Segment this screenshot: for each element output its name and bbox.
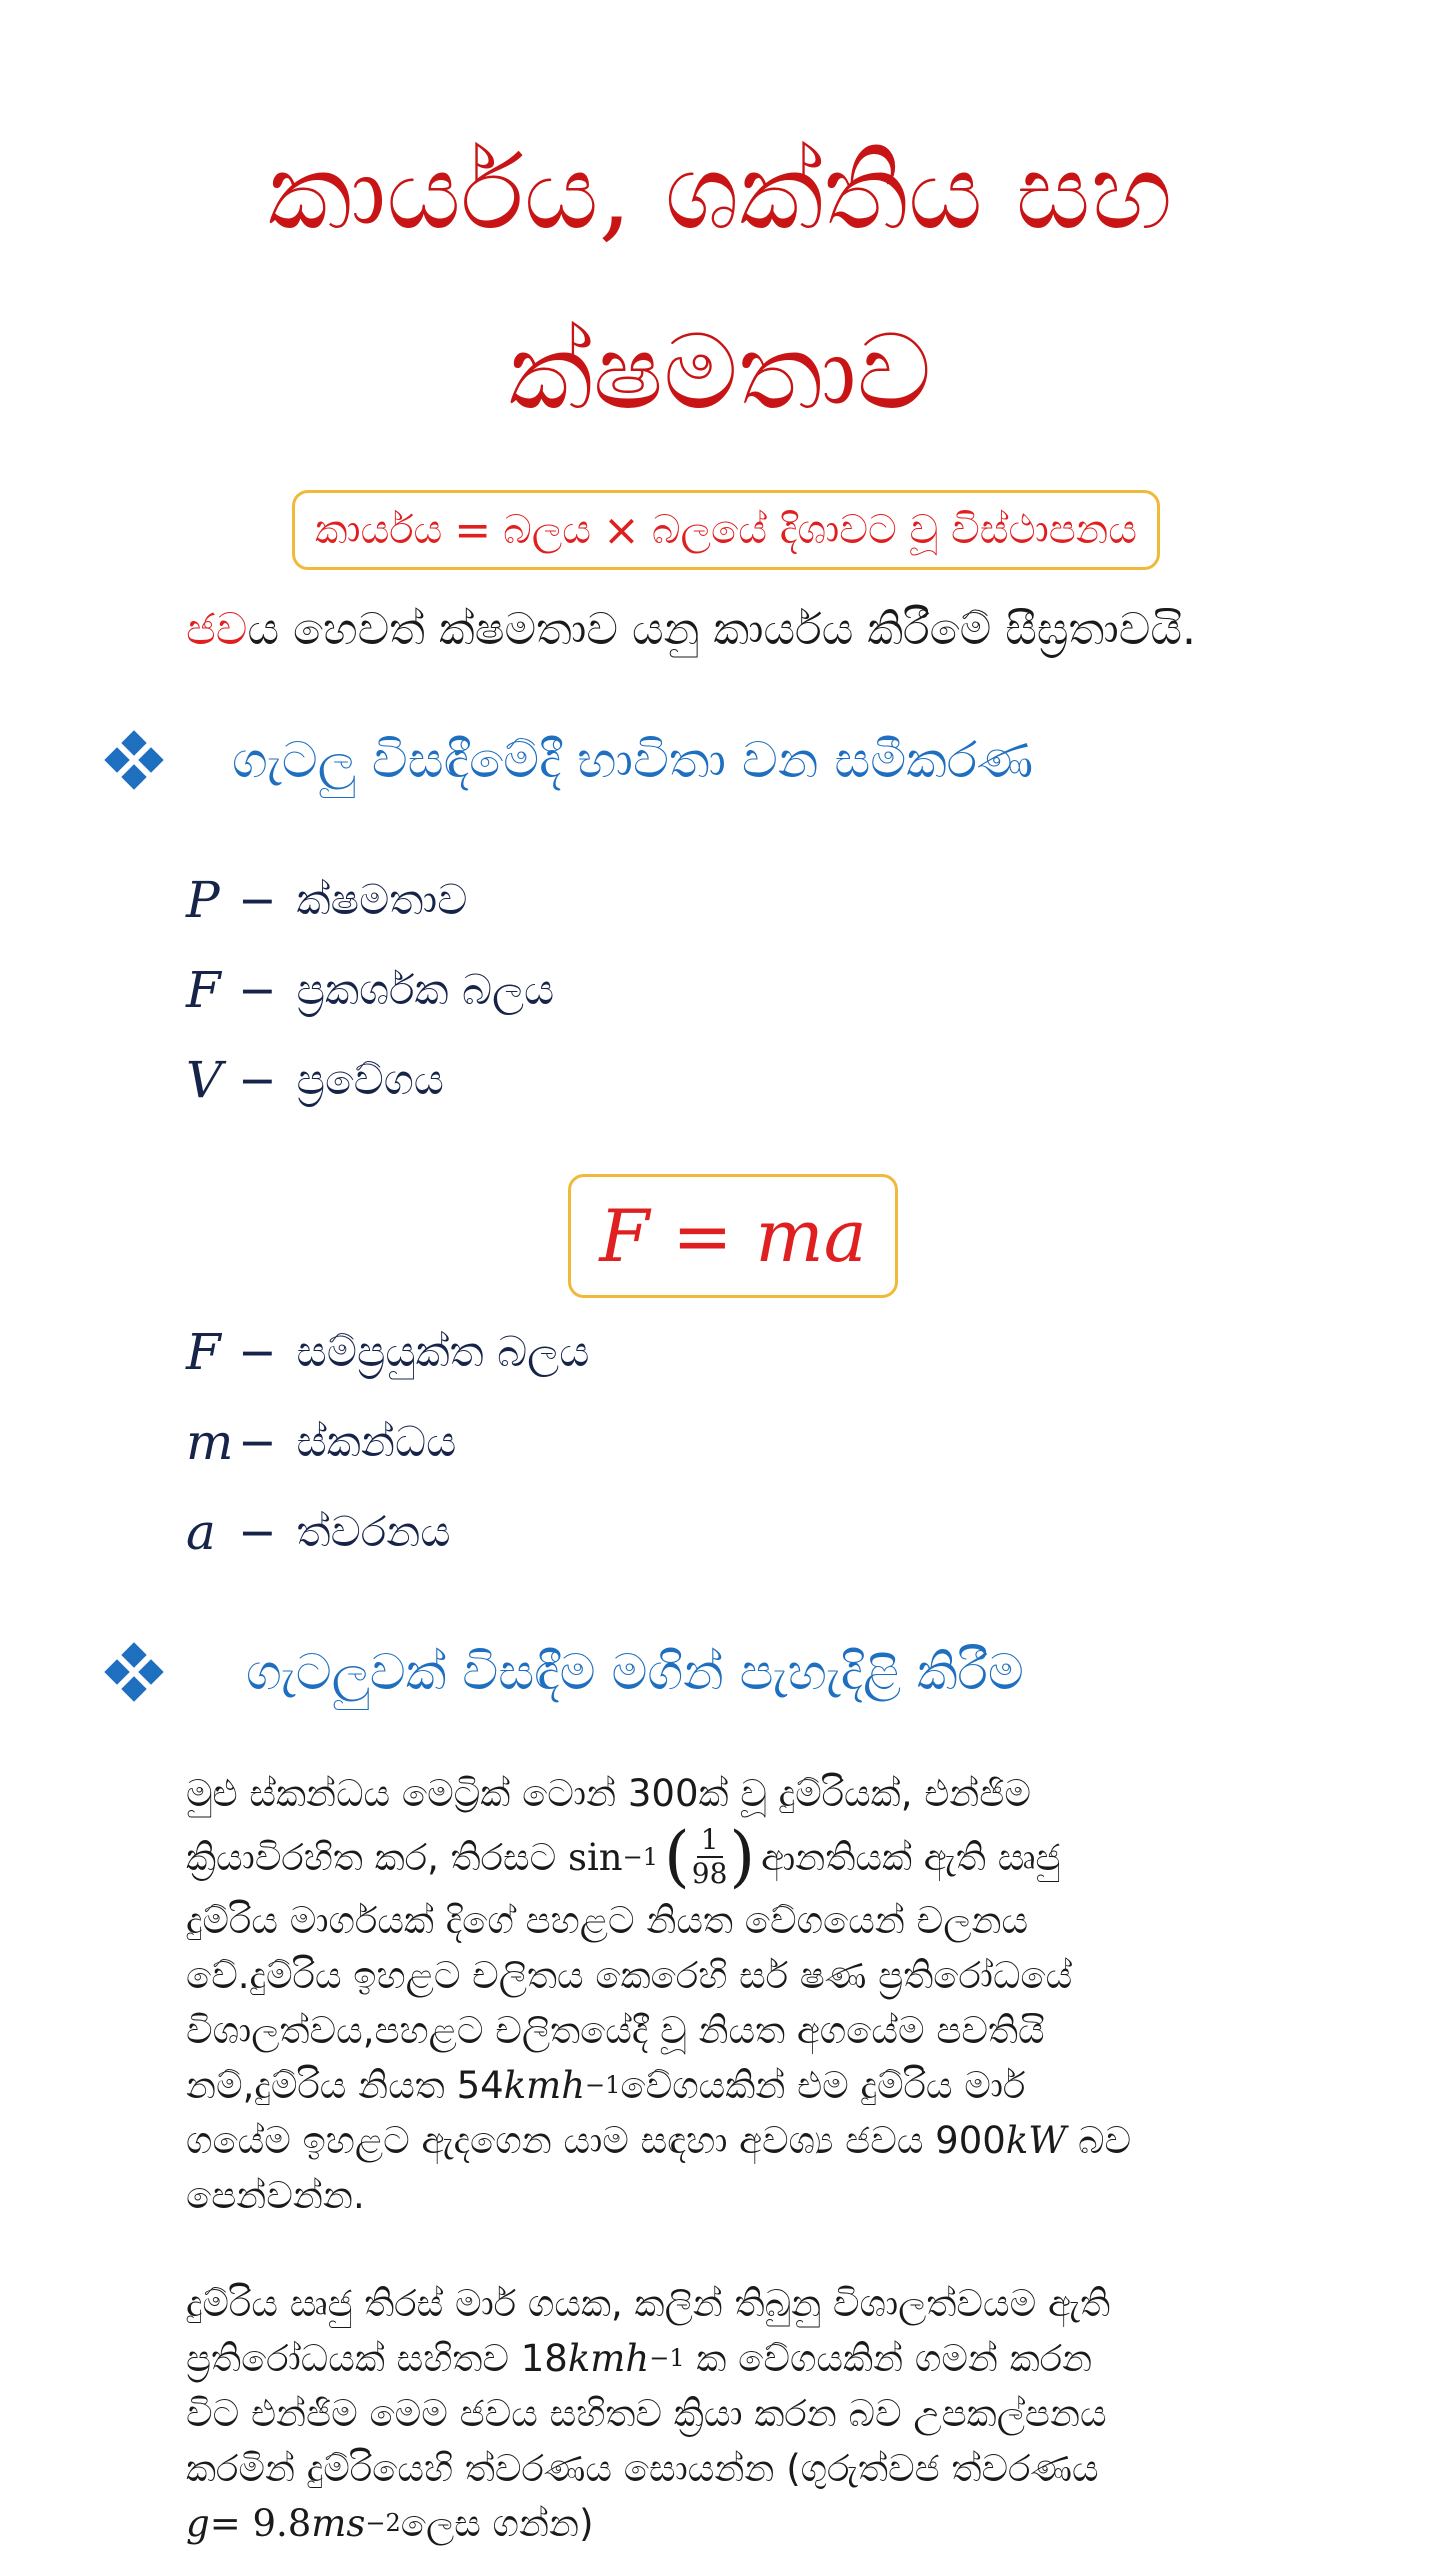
unit: ms (311, 2502, 366, 2545)
text-line (186, 2058, 1256, 2113)
text-fragment: ගයේම ඉහළට ඇදගෙන යාම සඳහා අවශ්‍ය ජවය 900 (186, 2119, 1006, 2162)
text-line (186, 2331, 1256, 2386)
problem-paragraph-2 (186, 2276, 1256, 2551)
unit-exponent: −1 (649, 2344, 685, 2372)
definition-dash: − (238, 1053, 277, 1107)
definition-meaning: සම්ප්‍රයුක්ත බලය (296, 1327, 590, 1376)
definition-meaning: ප්‍රකර්ශක බලය (296, 965, 555, 1014)
text-line: දුම්රිය ඍජු තිරස් මාර් ගයක, කලින් තිබුනු විශාලත්වයම ඇති (186, 2282, 1111, 2325)
section-heading-equations (108, 720, 1033, 800)
text-fragment: නම්,දුම්රිය නියත 54 (186, 2064, 504, 2107)
definition-row (186, 1492, 451, 1572)
section-heading-text: ගැටලු විසඳීමේදී භාවිතා වන සමීකරණ (232, 730, 1034, 789)
newton-formula-box: F = ma (568, 1174, 898, 1298)
definition-row (186, 860, 467, 940)
text-fragment: ආනතියක් ඇති ඍජු (761, 1835, 1061, 1879)
fraction-numerator: 1 (697, 1824, 723, 1858)
gravity-symbol: g (186, 2502, 210, 2545)
text-line: දුම්රිය මාර්ගයක් දිගේ පහළට නියත වේගයෙන් චලනය (186, 1899, 1029, 1942)
definition-meaning: ක්ෂමතාව (296, 875, 468, 924)
text-fragment: වේගයකින් එම දුම්රිය මාර් (620, 2064, 1026, 2107)
definition-symbol: P (186, 871, 220, 929)
power-definition-highlight: ජව (186, 604, 248, 655)
definition-symbol: F (186, 961, 221, 1019)
unit: kmh (567, 2337, 650, 2380)
text-fragment: බව (1078, 2119, 1132, 2162)
text-fragment: ප්‍රතිරෝධයක් සහිතව 18 (186, 2337, 568, 2380)
definition-row (186, 950, 554, 1030)
definition-dash: − (238, 963, 277, 1017)
section-heading-worked-example (108, 1632, 1024, 1712)
definition-row (186, 1040, 444, 1120)
text-line: විශාලත්වය,පහළට චලිතයේදී වූ නියත අගයේම පවතියි (186, 2009, 1045, 2052)
text-fragment: ලෙස ගන්න) (400, 2502, 594, 2545)
text-line: කරමින් දුම්රියෙහි ත්වරණය සොයන්න (ගුරුත්වජ ත්වරණය (186, 2447, 1099, 2490)
fraction-denominator: 98 (691, 1857, 728, 1890)
definition-symbol: m (186, 1413, 234, 1471)
unit-exponent: −2 (365, 2509, 401, 2537)
times-sign: × (603, 504, 640, 556)
inverse-exponent: −1 (622, 1842, 659, 1871)
text-line: පෙන්වන්න. (186, 2174, 365, 2217)
fraction: ( $\frac{1}{98}$ ) (664, 1818, 756, 1895)
text-line: මුළු ස්කන්ධය මෙට්‍රික් ටොන් 300ක් වූ දුම්රියක්, එන්ජිම (186, 1772, 1031, 1815)
definition-dash: − (238, 1505, 277, 1559)
diamond-bullet-icon (108, 734, 160, 786)
unit-exponent: −1 (585, 2071, 621, 2099)
text-line: වේ.දුම්රිය ඉහළට චලිතය කෙරෙහි සර් ෂණ ප්‍රතිරෝධයේ (186, 1954, 1073, 1997)
sin-function: sin (567, 1835, 623, 1879)
unit: kmh (503, 2064, 586, 2107)
definition-dash: − (238, 1325, 277, 1379)
work-formula-displacement: බලයේ දිශාවට වූ විස්ථාපනය (651, 507, 1138, 553)
definition-symbol: V (186, 1051, 223, 1109)
text-line (186, 2113, 1256, 2168)
definition-row (186, 1312, 589, 1392)
power-definition (186, 604, 1196, 655)
definition-symbol: a (186, 1503, 216, 1561)
work-formula-lhs: කාර්යය (314, 507, 443, 553)
unit: kW (1005, 2119, 1067, 2162)
text-line (186, 2496, 1256, 2551)
text-line: විට එන්ජිම මෙම ජවය සහිතව ක්‍රියා කරන බව උපකල්පනය (186, 2392, 1107, 2435)
text-fragment: ක වේගයකින් ගමන් කරන (696, 2337, 1093, 2380)
page-title-line-2: ක්ෂමතාව (508, 311, 932, 433)
work-formula-force: බලය (503, 507, 592, 553)
text-fragment: ක්‍රියාවිරහිත කර, තිරසට (186, 1835, 557, 1879)
equals-sign: = (454, 504, 492, 556)
gravity-value: = 9.8 (209, 2502, 312, 2545)
page-title-line-1: කාර්යය, ශක්තිය සහ (267, 131, 1173, 253)
definition-meaning: ප්‍රවේගය (296, 1055, 445, 1104)
diamond-bullet-icon (108, 1646, 160, 1698)
problem-paragraph-1 (186, 1766, 1256, 2223)
power-definition-rest: ය හෙවත් ක්ෂමතාව යනු කාර්යය කිරීමේ සීඝ්‍රතාවයි. (247, 604, 1196, 655)
definition-row (186, 1402, 456, 1482)
definition-meaning: ස්කන්ධය (296, 1417, 457, 1466)
work-formula-box (292, 490, 1160, 570)
section-heading-text: ගැටලුවක් විසඳීම මගින් පැහැදිළි කිරීම (246, 1642, 1024, 1701)
text-line (186, 1818, 1256, 1895)
definition-dash: − (238, 1415, 277, 1469)
definition-meaning: ත්වරනය (296, 1507, 451, 1556)
definition-dash: − (238, 873, 277, 927)
definition-symbol: F (186, 1323, 221, 1381)
